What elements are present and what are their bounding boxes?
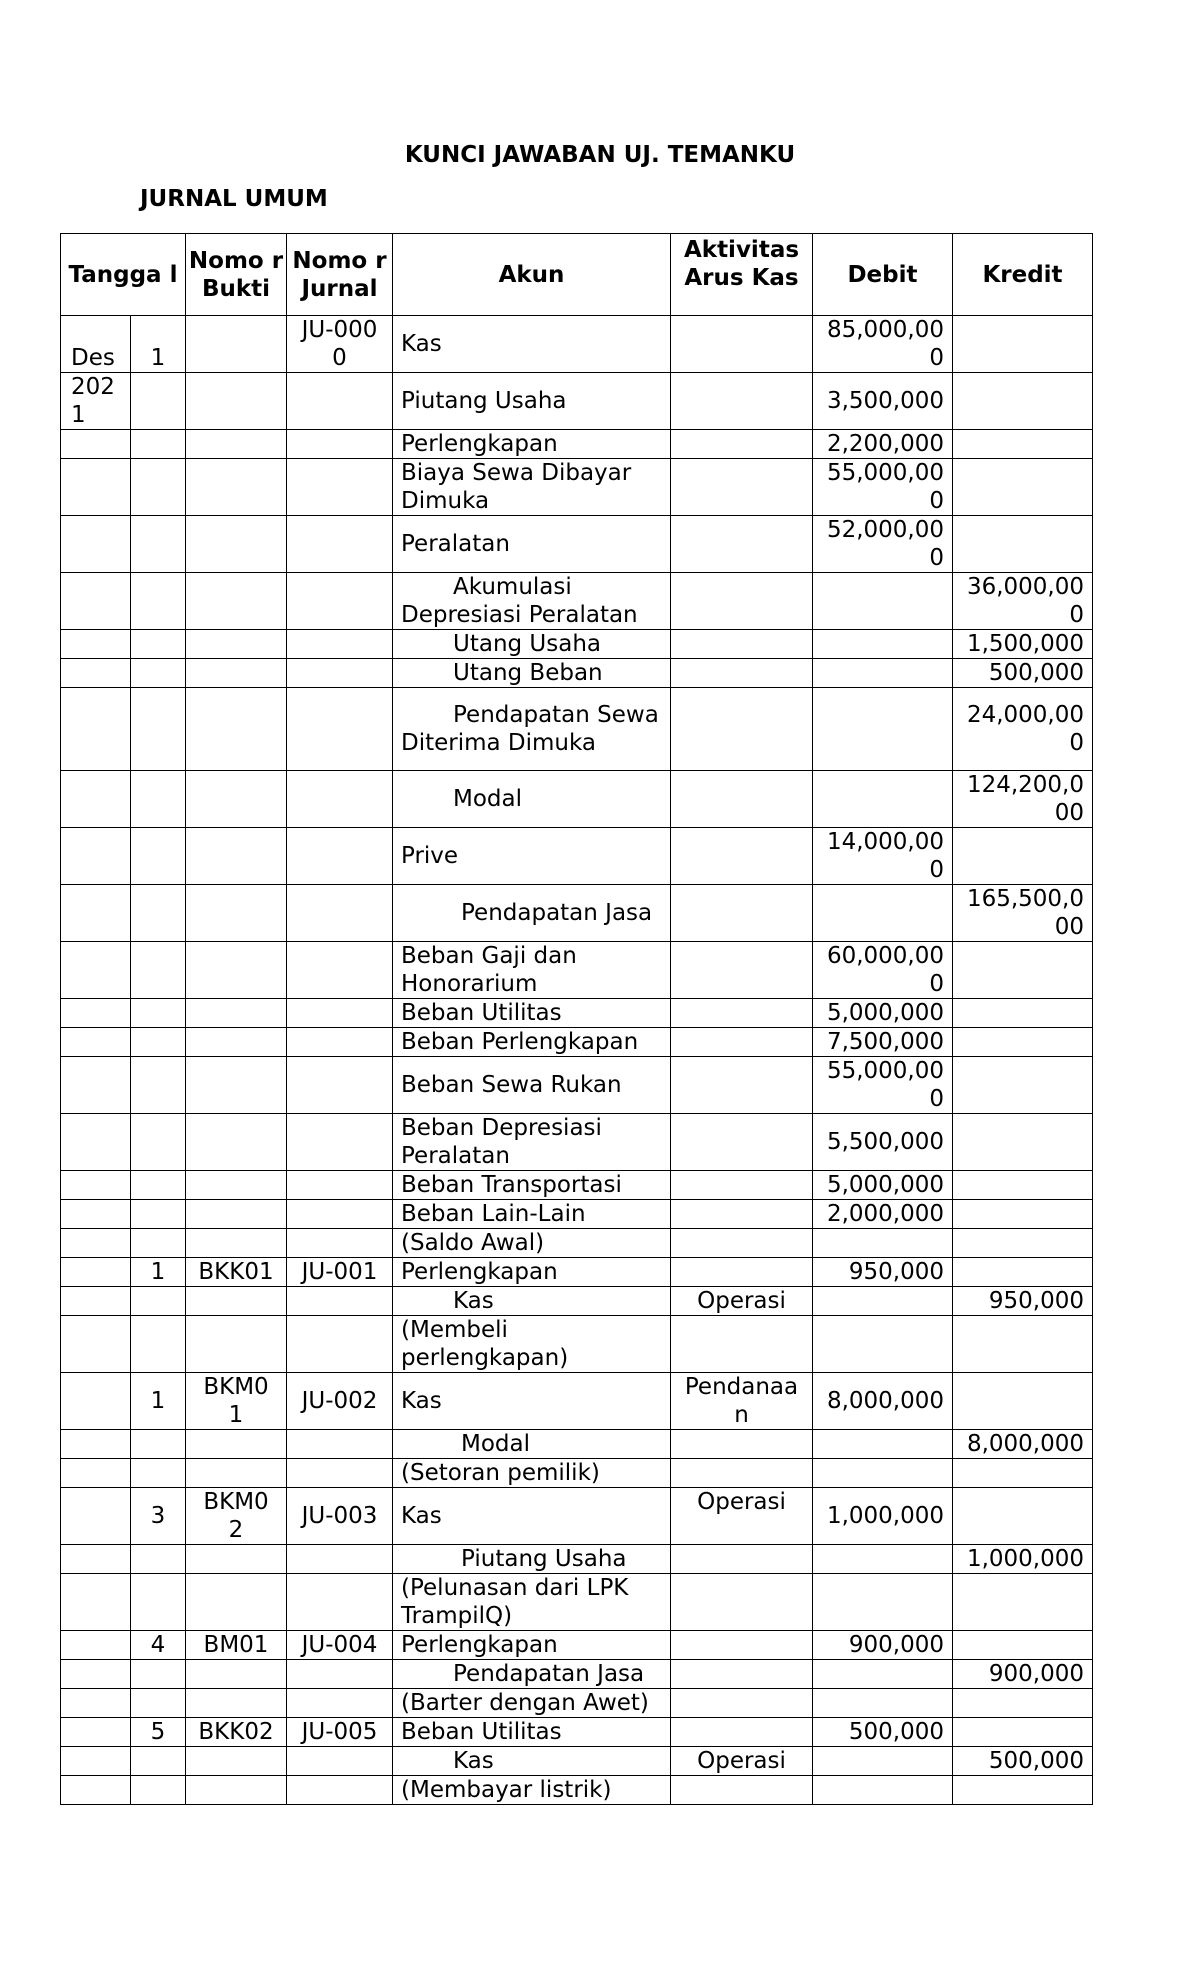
cell-akun: Pendapatan Jasa	[393, 885, 671, 942]
cell-day: 1	[131, 1258, 186, 1287]
cell-akun: (Pelunasan dari LPK TrampilQ)	[393, 1574, 671, 1631]
table-row	[61, 942, 1093, 999]
cell-kredit: 8,000,000	[953, 1430, 1093, 1459]
cell-aktivitas: Operasi	[671, 1287, 813, 1316]
cell-jurnal: JU-005	[287, 1718, 393, 1747]
table-row	[61, 1057, 1093, 1114]
table-row	[61, 1316, 1093, 1373]
cell-kredit: 900,000	[953, 1660, 1093, 1689]
cell-jurnal: JU-0000	[287, 316, 393, 373]
table-row	[61, 1287, 1093, 1316]
header-nomor-bukti: Nomo r Bukti	[186, 234, 287, 316]
cell-debit: 60,000,000	[813, 942, 953, 999]
table-row	[61, 1114, 1093, 1171]
cell-bukti: BKK01	[186, 1258, 287, 1287]
cell-akun: Utang Beban	[393, 659, 671, 688]
table-row	[61, 630, 1093, 659]
table-row	[61, 1488, 1093, 1545]
cell-debit: 1,000,000	[813, 1488, 953, 1545]
cell-debit: 55,000,000	[813, 1057, 953, 1114]
cell-kredit: 24,000,000	[953, 688, 1093, 771]
header-row	[61, 234, 1093, 316]
cell-debit: 5,500,000	[813, 1114, 953, 1171]
table-row	[61, 999, 1093, 1028]
table-row	[61, 688, 1093, 771]
cell-aktivitas: Pendanaan	[671, 1373, 813, 1430]
cell-kredit: 950,000	[953, 1287, 1093, 1316]
cell-akun: Modal	[393, 1430, 671, 1459]
header-tanggal: Tangga l	[61, 234, 186, 316]
cell-akun: Beban Perlengkapan	[393, 1028, 671, 1057]
cell-kredit: 165,500,000	[953, 885, 1093, 942]
cell-akun: (Membayar listrik)	[393, 1776, 671, 1805]
cell-debit: 950,000	[813, 1258, 953, 1287]
cell-akun: Beban Gaji dan Honorarium	[393, 942, 671, 999]
cell-bukti: BKK02	[186, 1718, 287, 1747]
cell-kredit: 500,000	[953, 1747, 1093, 1776]
cell-akun: Modal	[393, 771, 671, 828]
cell-aktivitas: Operasi	[671, 1488, 813, 1545]
cell-year: 2021	[61, 373, 131, 430]
cell-akun: Perlengkapan	[393, 430, 671, 459]
cell-jurnal: JU-001	[287, 1258, 393, 1287]
cell-akun: Pendapatan Sewa Diterima Dimuka	[393, 688, 671, 771]
table-row	[61, 1747, 1093, 1776]
cell-debit: 2,200,000	[813, 430, 953, 459]
cell-debit: 85,000,000	[813, 316, 953, 373]
cell-akun: Beban Utilitas	[393, 999, 671, 1028]
cell-bukti: BKM01	[186, 1373, 287, 1430]
cell-month: Des	[61, 316, 131, 373]
table-row	[61, 430, 1093, 459]
cell-aktivitas	[671, 316, 813, 373]
cell-akun: Peralatan	[393, 516, 671, 573]
cell-debit: 8,000,000	[813, 1373, 953, 1430]
cell-aktivitas: Operasi	[671, 1747, 813, 1776]
cell-bukti: BM01	[186, 1631, 287, 1660]
cell-akun: Piutang Usaha	[393, 1545, 671, 1574]
document-title: KUNCI JAWABAN UJ. TEMANKU	[404, 142, 796, 168]
cell-bukti	[186, 316, 287, 373]
cell-debit: 500,000	[813, 1718, 953, 1747]
header-debit: Debit	[813, 234, 953, 316]
cell-akun: Utang Usaha	[393, 630, 671, 659]
cell-akun: Akumulasi Depresiasi Peralatan	[393, 573, 671, 630]
cell-debit: 900,000	[813, 1631, 953, 1660]
table-row	[61, 659, 1093, 688]
table-row	[61, 1229, 1093, 1258]
cell-akun: Prive	[393, 828, 671, 885]
cell-kredit: 124,200,000	[953, 771, 1093, 828]
table-row	[61, 459, 1093, 516]
cell-akun: Beban Utilitas	[393, 1718, 671, 1747]
header-nomor-jurnal: Nomo r Jurnal	[287, 234, 393, 316]
cell-day	[131, 373, 186, 430]
cell-kredit	[953, 316, 1093, 373]
cell-kredit: 500,000	[953, 659, 1093, 688]
table-row	[61, 885, 1093, 942]
table-row	[61, 316, 1093, 373]
cell-akun: (Barter dengan Awet)	[393, 1689, 671, 1718]
cell-day: 1	[131, 316, 186, 373]
header-kredit: Kredit	[953, 234, 1093, 316]
table-row	[61, 1028, 1093, 1057]
cell-day: 3	[131, 1488, 186, 1545]
cell-kredit: 1,500,000	[953, 630, 1093, 659]
cell-akun: Beban Depresiasi Peralatan	[393, 1114, 671, 1171]
cell-akun: (Setoran pemilik)	[393, 1459, 671, 1488]
table-row	[61, 1718, 1093, 1747]
table-row	[61, 1200, 1093, 1229]
cell-jurnal: JU-004	[287, 1631, 393, 1660]
table-row	[61, 1171, 1093, 1200]
cell-kredit: 36,000,000	[953, 573, 1093, 630]
cell-debit: 7,500,000	[813, 1028, 953, 1057]
cell-day: 5	[131, 1718, 186, 1747]
cell-day: 4	[131, 1631, 186, 1660]
table-row	[61, 373, 1093, 430]
cell-debit: 3,500,000	[813, 373, 953, 430]
table-row	[61, 1459, 1093, 1488]
cell-akun: Kas	[393, 1747, 671, 1776]
table-row	[61, 828, 1093, 885]
table-row	[61, 1776, 1093, 1805]
table-row	[61, 1574, 1093, 1631]
section-title: JURNAL UMUM	[140, 186, 328, 212]
cell-debit: 52,000,000	[813, 516, 953, 573]
table-row	[61, 1689, 1093, 1718]
cell-akun: Biaya Sewa Dibayar Dimuka	[393, 459, 671, 516]
table-row	[61, 771, 1093, 828]
cell-akun: Piutang Usaha	[393, 373, 671, 430]
cell-akun: Beban Transportasi	[393, 1171, 671, 1200]
cell-day: 1	[131, 1373, 186, 1430]
table-row	[61, 1660, 1093, 1689]
table-row	[61, 1631, 1093, 1660]
table-row	[61, 1258, 1093, 1287]
cell-akun: Beban Sewa Rukan	[393, 1057, 671, 1114]
table-row	[61, 1373, 1093, 1430]
cell-akun: Pendapatan Jasa	[393, 1660, 671, 1689]
cell-akun: Kas	[393, 1373, 671, 1430]
cell-bukti: BKM02	[186, 1488, 287, 1545]
table-row	[61, 516, 1093, 573]
journal-table	[60, 233, 1093, 1805]
table-row	[61, 1430, 1093, 1459]
cell-akun: Perlengkapan	[393, 1258, 671, 1287]
cell-aktivitas	[671, 373, 813, 430]
cell-debit: 14,000,000	[813, 828, 953, 885]
cell-debit: 5,000,000	[813, 999, 953, 1028]
cell-akun: Beban Lain-Lain	[393, 1200, 671, 1229]
cell-bukti	[186, 373, 287, 430]
header-aktivitas: Aktivitas Arus Kas	[671, 234, 813, 316]
cell-jurnal	[287, 373, 393, 430]
cell-kredit	[953, 373, 1093, 430]
cell-akun: (Membeli perlengkapan)	[393, 1316, 671, 1373]
cell-akun: Kas	[393, 1488, 671, 1545]
cell-debit: 5,000,000	[813, 1171, 953, 1200]
table-row	[61, 1545, 1093, 1574]
cell-jurnal: JU-002	[287, 1373, 393, 1430]
cell-debit: 55,000,000	[813, 459, 953, 516]
cell-akun: Kas	[393, 316, 671, 373]
cell-jurnal: JU-003	[287, 1488, 393, 1545]
cell-akun: Perlengkapan	[393, 1631, 671, 1660]
cell-akun: (Saldo Awal)	[393, 1229, 671, 1258]
cell-debit: 2,000,000	[813, 1200, 953, 1229]
header-akun: Akun	[393, 234, 671, 316]
table-row	[61, 573, 1093, 630]
cell-kredit: 1,000,000	[953, 1545, 1093, 1574]
cell-akun: Kas	[393, 1287, 671, 1316]
